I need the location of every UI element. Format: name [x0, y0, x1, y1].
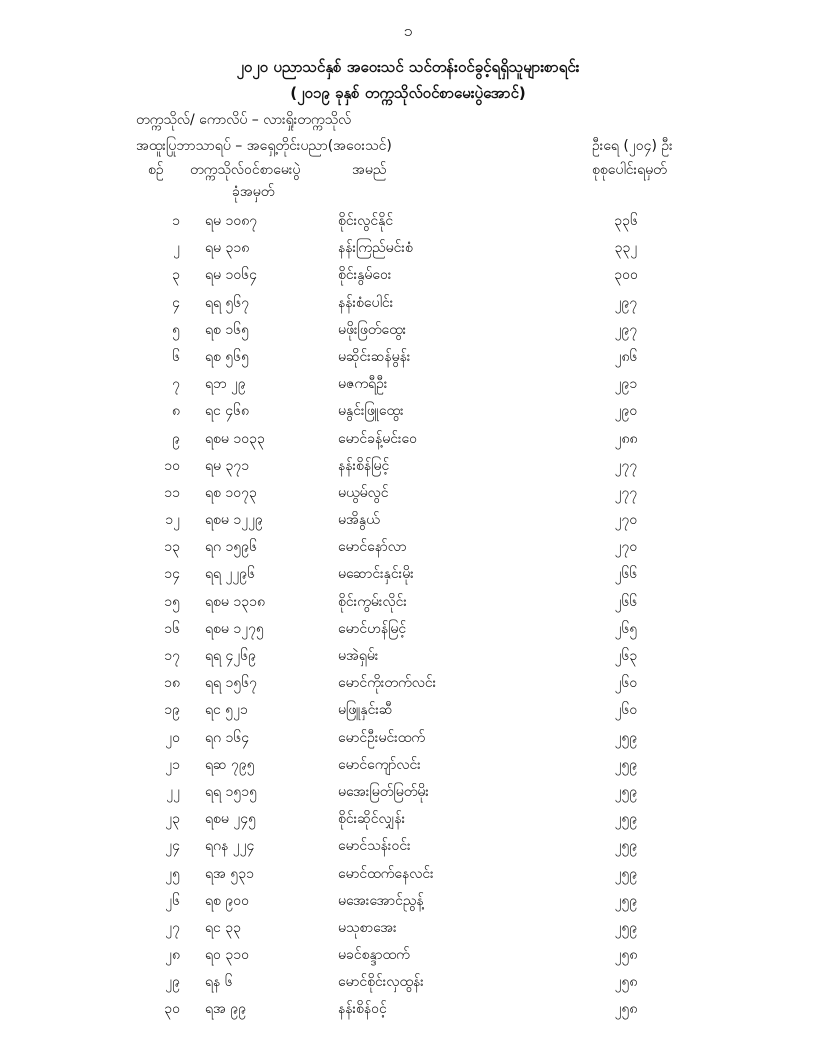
row-number: ၈ [172, 403, 180, 420]
table-row [0, 293, 816, 320]
total-mark: ၃၃၂ [614, 240, 638, 257]
header-mark: စုစုပေါင်းရမှတ် [592, 162, 667, 178]
document-subtitle: (၂၀၁၉ ခုနှစ် တက္ကသိုလ်ဝင်စာမေးပွဲအောင်) [290, 84, 526, 102]
row-number: ၃၀ [164, 1001, 180, 1018]
table-row [0, 782, 816, 809]
total-mark: ၂၆၀ [614, 675, 638, 692]
table-row [0, 564, 816, 591]
table-row [0, 238, 816, 265]
student-name: မောင်ကျော်လင်း [338, 756, 421, 773]
table-row [0, 401, 816, 428]
student-name: မောင်စိုင်းလှထွန်း [338, 974, 424, 991]
roll-number: ရန ၆ [205, 974, 233, 991]
roll-number: ရင ၄၆၈ [205, 403, 250, 420]
table-row [0, 429, 816, 456]
student-name: မဇကရီဦး [338, 376, 388, 393]
page-number: ၁ [403, 21, 413, 40]
student-name: နန်းစိန်မြင့် [338, 457, 390, 474]
table-row [0, 945, 816, 972]
table-row [0, 456, 816, 483]
student-name: မဆောင်းနှင်းမိုး [338, 566, 414, 583]
roll-number: ရင ၅၂၁ [205, 702, 248, 719]
total-mark: ၂၆၆ [614, 566, 638, 583]
student-name: မောင်သန်းဝင်း [338, 838, 411, 855]
roll-number: ရစ ၁၀၇၃ [205, 484, 257, 501]
table-row [0, 374, 816, 401]
row-number: ၂၇ [165, 919, 180, 936]
student-name: နန်းစိန်ဝင့် [338, 1001, 387, 1018]
row-number: ၂၈ [165, 947, 180, 964]
student-name: မခင်စန္ဒာထက် [338, 947, 410, 964]
table-row [0, 755, 816, 782]
row-number: ၁၈ [164, 675, 180, 692]
roll-number: ရစ ၉၀၀ [205, 892, 249, 909]
student-name: စိုင်းကွမ်းလိုင်း [338, 593, 407, 610]
total-mark: ၂၆၃ [614, 648, 638, 664]
student-name: မောင်နော်လာ [338, 539, 407, 556]
table-row [0, 700, 816, 727]
table-row [0, 728, 816, 755]
roll-number: ရစမ ၁၀၃၃ [205, 430, 265, 447]
row-number: ၄ [172, 294, 180, 311]
row-number: ၂၅ [165, 865, 180, 882]
row-number: ၁၁ [164, 484, 180, 501]
total-mark: ၂၅၉ [614, 919, 638, 936]
total-mark: ၂၈၈ [614, 430, 638, 447]
header-roll-line1: တက္ကသိုလ်ဝင်စာမေးပွဲ [190, 162, 301, 178]
roll-number: ရစမ ၁၂၂၉ [205, 512, 263, 529]
total-mark: ၂၅၈ [614, 974, 638, 991]
header-name: အမည် [352, 162, 387, 178]
roll-number: ရဝ ၃၁၀ [205, 947, 249, 964]
total-mark: ၂၆၀ [614, 702, 638, 719]
student-name: နန်းကြည်မင်းစံ [338, 240, 413, 257]
row-number: ၁၆ [164, 620, 180, 637]
total-mark: ၂၉၀ [614, 403, 638, 420]
table-row [0, 918, 816, 945]
total-mark: ၂၇၇ [614, 484, 638, 501]
row-number: ၂၀ [165, 729, 180, 746]
total-mark: ၂၇၇ [614, 457, 638, 474]
student-name: မအဲရှမ်း [338, 648, 379, 664]
student-name: မောင်ထက်နေလင်း [338, 865, 434, 882]
roll-number: ရဂ ၁၅၉၆ [205, 539, 257, 556]
roll-number: ရဆ ၇၉၅ [205, 756, 255, 773]
student-name: မောင်ဟန်မြင့် [338, 620, 407, 637]
total-mark: ၂၈၆ [614, 348, 638, 365]
row-number: ၂၃ [165, 811, 180, 828]
table-row [0, 999, 816, 1026]
table-row [0, 619, 816, 646]
roll-number: ရရ ၄၂၆၉ [205, 648, 257, 664]
student-name: မအေးမြတ်မြတ်မိုး [338, 783, 429, 800]
total-mark: ၂၅၈ [614, 1001, 638, 1018]
student-name: မအိနွယ် [338, 512, 380, 529]
roll-number: ရမ ၁၀၆၄ [205, 267, 257, 284]
table-row [0, 891, 816, 918]
student-name: မဖိုးဖြတ်ထွေး [338, 321, 407, 338]
row-number: ၁၀ [164, 457, 180, 474]
row-number: ၆ [172, 348, 180, 365]
student-name: စိုင်းနွမ်ဝေး [338, 267, 392, 284]
table-row [0, 809, 816, 836]
total-mark: ၂၉၇ [614, 321, 638, 338]
roll-number: ရအ ၅၃၁ [205, 865, 254, 882]
total-mark: ၂၆၆ [614, 593, 638, 610]
row-number: ၁၅ [164, 593, 180, 610]
roll-number: ရရ ၂၂၉၆ [205, 566, 256, 583]
total-mark: ၂၅၉ [614, 729, 638, 746]
total-mark: ၃၀၀ [614, 267, 638, 284]
row-number: ၂၄ [165, 838, 180, 855]
row-number: ၅ [172, 321, 180, 338]
table-row [0, 836, 816, 863]
roll-number: ရဂ ၁၆၄ [205, 729, 250, 746]
table-row [0, 510, 816, 537]
roll-number: ရင ၃၃ [205, 919, 242, 936]
row-number: ၁၂ [165, 512, 180, 529]
roll-number: ရဘ ၂၉ [205, 376, 246, 393]
row-number: ၁၇ [164, 648, 180, 664]
roll-number: ရစ ၁၆၅ [205, 321, 249, 338]
student-name: မနွင်းဖြူထွေး [338, 403, 404, 420]
total-mark: ၂၅၉ [614, 838, 638, 855]
roll-number: ရမ ၁၀၈၇ [205, 213, 258, 229]
student-name: မယွမ်လွင် [338, 484, 389, 501]
student-name: မောင်ကိုးတက်လင်း [338, 675, 437, 692]
student-name: နန်းစံပေါင်း [338, 294, 394, 311]
student-name: မဆိုင်းဆန်မွန်း [338, 348, 411, 365]
total-mark: ၂၉၁ [614, 376, 638, 393]
student-name: မအေးအောင်ညွန့် [338, 892, 424, 909]
table-row [0, 320, 816, 347]
student-name: မသုစာအေး [338, 919, 397, 936]
table-row [0, 592, 816, 619]
table-row [0, 972, 816, 999]
student-name: မောင်ဦးမင်းထက် [338, 729, 425, 746]
roll-number: ရစမ ၁၂၇၅ [205, 620, 264, 637]
table-row [0, 347, 816, 374]
row-number: ၂၉ [165, 974, 180, 991]
header-no: စဉ် [148, 162, 164, 178]
roll-number: ရရ ၁၅၆၇ [205, 675, 258, 692]
roll-number: ရမ ၃၁၈ [205, 240, 250, 257]
roll-number: ရဂန ၂၂၄ [205, 838, 255, 855]
major-line: အထူးပြုဘာသာရပ် – အရှေ့တိုင်းပညာ(အဝေးသင်) [136, 138, 392, 154]
total-count: ဦးရေ (၂၀၄) ဦး [592, 138, 673, 154]
table-row [0, 483, 816, 510]
row-number: ၁ [172, 213, 180, 229]
total-mark: ၂၇၀ [614, 539, 638, 556]
table-row [0, 211, 816, 238]
total-mark: ၂၅၈ [614, 947, 638, 964]
total-mark: ၂၅၉ [614, 811, 638, 828]
row-number: ၂၁ [165, 756, 180, 773]
total-mark: ၂၅၉ [614, 783, 638, 800]
student-name: စိုင်းဆိုင်လျှန်း [338, 811, 406, 828]
roll-number: ရစမ ၂၄၅ [205, 811, 256, 828]
row-number: ၂၂ [166, 783, 180, 800]
total-mark: ၂၆၅ [614, 620, 638, 637]
row-number: ၁၉ [164, 702, 180, 719]
total-mark: ၂၅၉ [614, 892, 638, 909]
total-mark: ၃၃၆ [614, 213, 638, 229]
total-mark: ၂၅၉ [614, 865, 638, 882]
table-row [0, 673, 816, 700]
total-mark: ၂၅၉ [614, 756, 638, 773]
row-number: ၂၆ [165, 892, 180, 909]
roll-number: ရရ ၁၅၁၅ [205, 783, 258, 800]
student-name: စိုင်းလွင်နိုင် [338, 213, 394, 229]
roll-number: ရစ ၅၆၅ [205, 348, 249, 365]
row-number: ၉ [172, 430, 180, 447]
student-name: မောင်ခန့်မင်းဝေ [338, 430, 418, 447]
table-row [0, 646, 816, 673]
roll-number: ရမ ၃၇၁ [205, 457, 250, 474]
total-mark: ၂၉၇ [614, 294, 638, 311]
total-mark: ၂၇၀ [614, 512, 638, 529]
roll-number: ရရ ၅၆၇ [205, 294, 250, 311]
row-number: ၇ [172, 376, 180, 393]
student-name: မဖြူနှင်းဆီ [338, 702, 393, 719]
roll-number: ရအ ၉၉ [205, 1001, 247, 1018]
roll-number: ရစမ ၁၃၁၈ [205, 593, 265, 610]
table-row [0, 265, 816, 292]
document-title: ၂၀၂၀ ပညာသင်နှစ် အဝေးသင် သင်တန်းဝင်ခွင့်ရရှိသူများစာရင်း [236, 58, 580, 76]
header-roll-line2: ခုံအမှတ် [232, 184, 275, 200]
row-number: ၃ [172, 267, 180, 284]
row-number: ၁၃ [164, 539, 180, 556]
table-row [0, 864, 816, 891]
student-list [0, 211, 816, 1027]
university-line: တက္ကသိုလ်/ ကောလိပ် – လားရှိုးတက္ကသိုလ် [136, 112, 352, 128]
row-number: ၁၄ [164, 566, 180, 583]
table-row [0, 537, 816, 564]
row-number: ၂ [173, 240, 180, 257]
